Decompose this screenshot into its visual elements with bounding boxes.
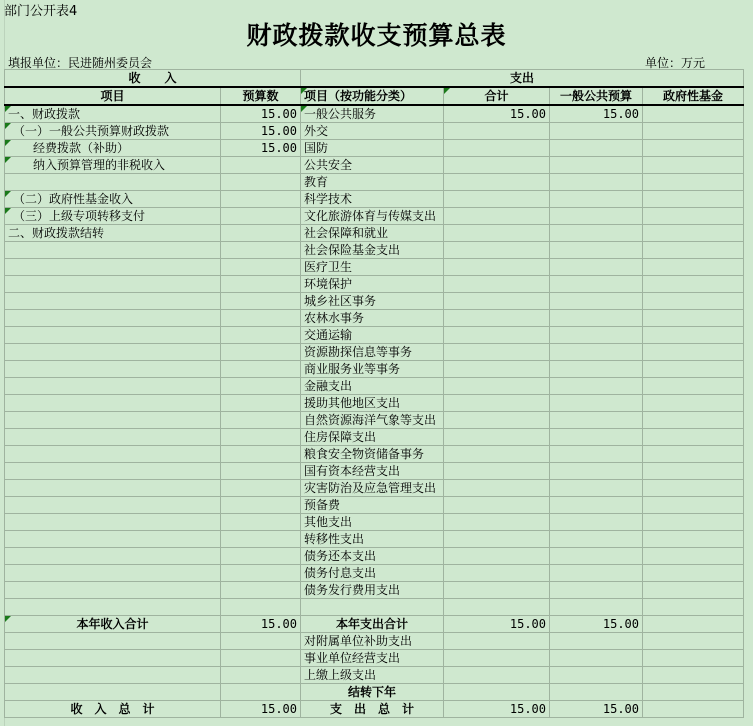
gov-fund-cell <box>643 565 744 582</box>
income-item-cell <box>5 633 221 650</box>
expense-item-cell: 商业服务业等事务 <box>301 361 444 378</box>
income-value-cell <box>221 480 301 497</box>
general-budget-cell <box>550 208 643 225</box>
expense-total-cell <box>444 293 550 310</box>
expense-total-cell <box>444 633 550 650</box>
income-item-cell: （一）一般公共预算财政拨款 <box>5 123 221 140</box>
table-row <box>5 599 744 616</box>
gov-fund-cell <box>643 327 744 344</box>
expense-item-cell: 债务付息支出 <box>301 565 444 582</box>
income-item-cell <box>5 259 221 276</box>
income-value-cell <box>221 446 301 463</box>
sheet-label: 部门公开表4 <box>4 4 78 19</box>
budget-table <box>4 69 744 718</box>
expense-total-cell <box>444 497 550 514</box>
table-row <box>5 429 744 446</box>
income-item-cell <box>5 310 221 327</box>
general-budget-cell <box>550 480 643 497</box>
gov-fund-cell <box>643 514 744 531</box>
header-column-row <box>5 87 744 105</box>
table-row <box>5 497 744 514</box>
income-item-cell <box>5 242 221 259</box>
income-value-cell <box>221 514 301 531</box>
expense-total-cell <box>444 191 550 208</box>
income-item-cell <box>5 565 221 582</box>
general-budget-cell <box>550 276 643 293</box>
expense-total-cell <box>444 667 550 684</box>
income-item-cell <box>5 293 221 310</box>
general-budget-cell <box>550 650 643 667</box>
expense-total-cell <box>444 429 550 446</box>
expense-item-cell: 公共安全 <box>301 157 444 174</box>
expense-item-cell: 灾害防治及应急管理支出 <box>301 480 444 497</box>
income-value-cell <box>221 684 301 701</box>
general-budget-cell <box>550 327 643 344</box>
table-row <box>5 684 744 701</box>
income-item-cell: （二）政府性基金收入 <box>5 191 221 208</box>
general-budget-cell <box>550 123 643 140</box>
general-budget-cell <box>550 684 643 701</box>
general-budget-cell <box>550 565 643 582</box>
expense-item-cell: 外交 <box>301 123 444 140</box>
expense-total-cell <box>444 480 550 497</box>
general-budget-cell <box>550 633 643 650</box>
income-value-cell <box>221 344 301 361</box>
table-row <box>5 463 744 480</box>
expense-item-cell: 科学技术 <box>301 191 444 208</box>
table-row <box>5 395 744 412</box>
general-budget-cell <box>550 310 643 327</box>
income-value-cell: 15.00 <box>221 105 301 123</box>
general-budget-cell: 15.00 <box>550 701 643 718</box>
table-row <box>5 191 744 208</box>
income-value-cell <box>221 293 301 310</box>
expense-total-cell <box>444 208 550 225</box>
general-budget-cell <box>550 344 643 361</box>
expense-total-cell: 15.00 <box>444 701 550 718</box>
general-budget-cell <box>550 582 643 599</box>
general-budget-cell <box>550 463 643 480</box>
expense-total-cell <box>444 344 550 361</box>
table-row <box>5 531 744 548</box>
income-item-cell <box>5 480 221 497</box>
expense-total-cell <box>444 310 550 327</box>
general-budget-cell <box>550 174 643 191</box>
income-value-cell <box>221 259 301 276</box>
income-value-cell <box>221 310 301 327</box>
expense-total-cell <box>444 463 550 480</box>
expense-item-cell: 其他支出 <box>301 514 444 531</box>
income-value-cell <box>221 650 301 667</box>
gov-fund-cell <box>643 684 744 701</box>
expense-item-cell: 对附属单位补助支出 <box>301 633 444 650</box>
income-value-cell: 15.00 <box>221 123 301 140</box>
income-value-cell <box>221 531 301 548</box>
expense-total-cell <box>444 531 550 548</box>
gov-fund-cell <box>643 582 744 599</box>
table-row <box>5 361 744 378</box>
expense-item-cell: 社会保险基金支出 <box>301 242 444 259</box>
gov-fund-cell <box>643 191 744 208</box>
table-row <box>5 633 744 650</box>
general-budget-cell <box>550 446 643 463</box>
income-value-cell: 15.00 <box>221 140 301 157</box>
income-item-cell: 纳入预算管理的非税收入 <box>5 157 221 174</box>
gov-fund-cell <box>643 480 744 497</box>
gov-fund-cell <box>643 548 744 565</box>
general-budget-cell <box>550 412 643 429</box>
income-value-cell <box>221 463 301 480</box>
gov-fund-cell <box>643 140 744 157</box>
income-value-cell <box>221 242 301 259</box>
income-value-cell <box>221 412 301 429</box>
income-item-cell <box>5 497 221 514</box>
expense-total-cell <box>444 242 550 259</box>
income-item-cell <box>5 378 221 395</box>
expense-item-cell: 金融支出 <box>301 378 444 395</box>
expense-item-cell: 城乡社区事务 <box>301 293 444 310</box>
income-item-cell <box>5 650 221 667</box>
income-item-cell: 二、财政拨款结转 <box>5 225 221 242</box>
gov-fund-cell <box>643 650 744 667</box>
col-header-budget: 预算数 <box>221 87 301 105</box>
general-budget-cell <box>550 191 643 208</box>
table-row <box>5 548 744 565</box>
expense-total-cell <box>444 378 550 395</box>
income-item-cell <box>5 599 221 616</box>
col-header-total: 合计 <box>444 87 550 105</box>
income-item-cell <box>5 514 221 531</box>
expense-item-cell: 医疗卫生 <box>301 259 444 276</box>
income-item-cell <box>5 327 221 344</box>
general-budget-cell <box>550 259 643 276</box>
expense-total-cell <box>444 395 550 412</box>
gov-fund-cell <box>643 293 744 310</box>
gov-fund-cell <box>643 361 744 378</box>
expense-item-cell: 上缴上级支出 <box>301 667 444 684</box>
expense-item-cell: 国有资本经营支出 <box>301 463 444 480</box>
expense-total-cell <box>444 157 550 174</box>
income-item-cell <box>5 667 221 684</box>
income-value-cell <box>221 565 301 582</box>
income-item-cell <box>5 412 221 429</box>
income-value-cell <box>221 395 301 412</box>
income-item-cell <box>5 344 221 361</box>
expense-total-cell <box>444 684 550 701</box>
general-budget-cell <box>550 140 643 157</box>
expense-item-cell: 住房保障支出 <box>301 429 444 446</box>
gov-fund-cell <box>643 242 744 259</box>
expense-item-cell: 本年支出合计 <box>301 616 444 633</box>
general-budget-cell <box>550 293 643 310</box>
table-row <box>5 514 744 531</box>
income-item-cell <box>5 276 221 293</box>
table-row <box>5 565 744 582</box>
expense-total-cell <box>444 276 550 293</box>
income-value-cell <box>221 327 301 344</box>
table-row <box>5 616 744 633</box>
income-item-cell <box>5 684 221 701</box>
general-budget-cell <box>550 531 643 548</box>
income-item-cell: 一、财政拨款 <box>5 105 221 123</box>
income-value-cell <box>221 225 301 242</box>
table-row <box>5 174 744 191</box>
income-value-cell <box>221 582 301 599</box>
col-header-gov-fund: 政府性基金 <box>643 87 744 105</box>
income-item-cell <box>5 174 221 191</box>
table-row <box>5 123 744 140</box>
expense-item-cell: 结转下年 <box>301 684 444 701</box>
gov-fund-cell <box>643 123 744 140</box>
table-row <box>5 208 744 225</box>
general-budget-cell <box>550 395 643 412</box>
gov-fund-cell <box>643 105 744 123</box>
income-item-cell <box>5 361 221 378</box>
table-row <box>5 259 744 276</box>
table-row <box>5 105 744 123</box>
gov-fund-cell <box>643 276 744 293</box>
expense-item-cell <box>301 599 444 616</box>
expense-item-cell: 资源勘探信息等事务 <box>301 344 444 361</box>
gov-fund-cell <box>643 208 744 225</box>
gov-fund-cell <box>643 310 744 327</box>
reporting-unit: 填报单位：民进随州委员会 <box>8 56 153 70</box>
table-row <box>5 650 744 667</box>
gov-fund-cell <box>643 701 744 718</box>
general-budget-cell <box>550 242 643 259</box>
expense-item-cell: 支 出 总 计 <box>301 701 444 718</box>
table-row <box>5 242 744 259</box>
income-item-cell: 本年收入合计 <box>5 616 221 633</box>
general-budget-cell <box>550 429 643 446</box>
income-item-cell: 经费拨款（补助） <box>5 140 221 157</box>
table-row <box>5 446 744 463</box>
gov-fund-cell <box>643 667 744 684</box>
gov-fund-cell <box>643 429 744 446</box>
income-value-cell <box>221 667 301 684</box>
expense-item-cell: 国防 <box>301 140 444 157</box>
col-header-function: 项目（按功能分类） <box>301 87 444 105</box>
gov-fund-cell <box>643 174 744 191</box>
income-value-cell <box>221 497 301 514</box>
table-row <box>5 667 744 684</box>
expense-item-cell: 社会保障和就业 <box>301 225 444 242</box>
expense-group-header: 支出 <box>301 70 744 88</box>
income-item-cell <box>5 446 221 463</box>
income-value-cell <box>221 599 301 616</box>
expense-total-cell <box>444 225 550 242</box>
income-item-cell <box>5 531 221 548</box>
income-value-cell <box>221 548 301 565</box>
income-item-cell: 收 入 总 计 <box>5 701 221 718</box>
general-budget-cell <box>550 667 643 684</box>
expense-item-cell: 环境保护 <box>301 276 444 293</box>
expense-item-cell: 债务还本支出 <box>301 548 444 565</box>
income-item-cell <box>5 463 221 480</box>
expense-item-cell: 交通运输 <box>301 327 444 344</box>
table-row <box>5 225 744 242</box>
expense-total-cell <box>444 123 550 140</box>
table-row <box>5 582 744 599</box>
income-value-cell <box>221 157 301 174</box>
expense-total-cell <box>444 412 550 429</box>
gov-fund-cell <box>643 157 744 174</box>
general-budget-cell <box>550 599 643 616</box>
income-value-cell: 15.00 <box>221 616 301 633</box>
expense-total-cell <box>444 174 550 191</box>
income-value-cell <box>221 174 301 191</box>
expense-item-cell: 转移性支出 <box>301 531 444 548</box>
expense-total-cell <box>444 446 550 463</box>
table-row <box>5 140 744 157</box>
expense-item-cell: 一般公共服务 <box>301 105 444 123</box>
income-value-cell <box>221 633 301 650</box>
expense-total-cell <box>444 582 550 599</box>
expense-item-cell: 粮食安全物资储备事务 <box>301 446 444 463</box>
general-budget-cell: 15.00 <box>550 616 643 633</box>
expense-item-cell: 预备费 <box>301 497 444 514</box>
expense-total-cell <box>444 361 550 378</box>
expense-total-cell <box>444 548 550 565</box>
gov-fund-cell <box>643 259 744 276</box>
general-budget-cell <box>550 361 643 378</box>
expense-item-cell: 教育 <box>301 174 444 191</box>
income-value-cell <box>221 208 301 225</box>
expense-total-cell <box>444 650 550 667</box>
gov-fund-cell <box>643 395 744 412</box>
table-row <box>5 276 744 293</box>
expense-total-cell <box>444 327 550 344</box>
income-value-cell <box>221 429 301 446</box>
expense-item-cell: 援助其他地区支出 <box>301 395 444 412</box>
income-value-cell <box>221 191 301 208</box>
gov-fund-cell <box>643 599 744 616</box>
income-value-cell <box>221 276 301 293</box>
general-budget-cell <box>550 497 643 514</box>
general-budget-cell <box>550 548 643 565</box>
expense-item-cell: 事业单位经营支出 <box>301 650 444 667</box>
gov-fund-cell <box>643 446 744 463</box>
table-row <box>5 378 744 395</box>
gov-fund-cell <box>643 344 744 361</box>
gov-fund-cell <box>643 616 744 633</box>
expense-total-cell <box>444 514 550 531</box>
gov-fund-cell <box>643 378 744 395</box>
income-item-cell <box>5 429 221 446</box>
general-budget-cell <box>550 225 643 242</box>
table-row <box>5 310 744 327</box>
expense-total-cell <box>444 565 550 582</box>
expense-total-cell <box>444 599 550 616</box>
gov-fund-cell <box>643 412 744 429</box>
expense-item-cell: 文化旅游体育与传媒支出 <box>301 208 444 225</box>
income-value-cell <box>221 378 301 395</box>
gov-fund-cell <box>643 463 744 480</box>
income-item-cell <box>5 548 221 565</box>
gov-fund-cell <box>643 497 744 514</box>
table-row <box>5 701 744 718</box>
col-header-general: 一般公共预算 <box>550 87 643 105</box>
expense-total-cell: 15.00 <box>444 616 550 633</box>
table-row <box>5 157 744 174</box>
header-group-row <box>5 70 744 88</box>
income-value-cell <box>221 361 301 378</box>
expense-item-cell: 债务发行费用支出 <box>301 582 444 599</box>
table-row <box>5 480 744 497</box>
table-row <box>5 412 744 429</box>
income-value-cell: 15.00 <box>221 701 301 718</box>
income-item-cell: （三）上级专项转移支付 <box>5 208 221 225</box>
table-row <box>5 293 744 310</box>
general-budget-cell <box>550 157 643 174</box>
expense-item-cell: 农林水事务 <box>301 310 444 327</box>
income-item-cell <box>5 395 221 412</box>
gov-fund-cell <box>643 531 744 548</box>
expense-total-cell <box>444 259 550 276</box>
gov-fund-cell <box>643 633 744 650</box>
page-title: 财政拨款收支预算总表 <box>246 21 507 50</box>
table-row <box>5 327 744 344</box>
income-group-header: 收 入 <box>5 70 301 88</box>
expense-total-cell: 15.00 <box>444 105 550 123</box>
expense-item-cell: 自然资源海洋气象等支出 <box>301 412 444 429</box>
table-row <box>5 344 744 361</box>
general-budget-cell <box>550 514 643 531</box>
income-item-cell <box>5 582 221 599</box>
currency-unit: 单位：万元 <box>645 56 706 70</box>
gov-fund-cell <box>643 225 744 242</box>
col-header-item: 项目 <box>5 87 221 105</box>
general-budget-cell: 15.00 <box>550 105 643 123</box>
expense-total-cell <box>444 140 550 157</box>
general-budget-cell <box>550 378 643 395</box>
